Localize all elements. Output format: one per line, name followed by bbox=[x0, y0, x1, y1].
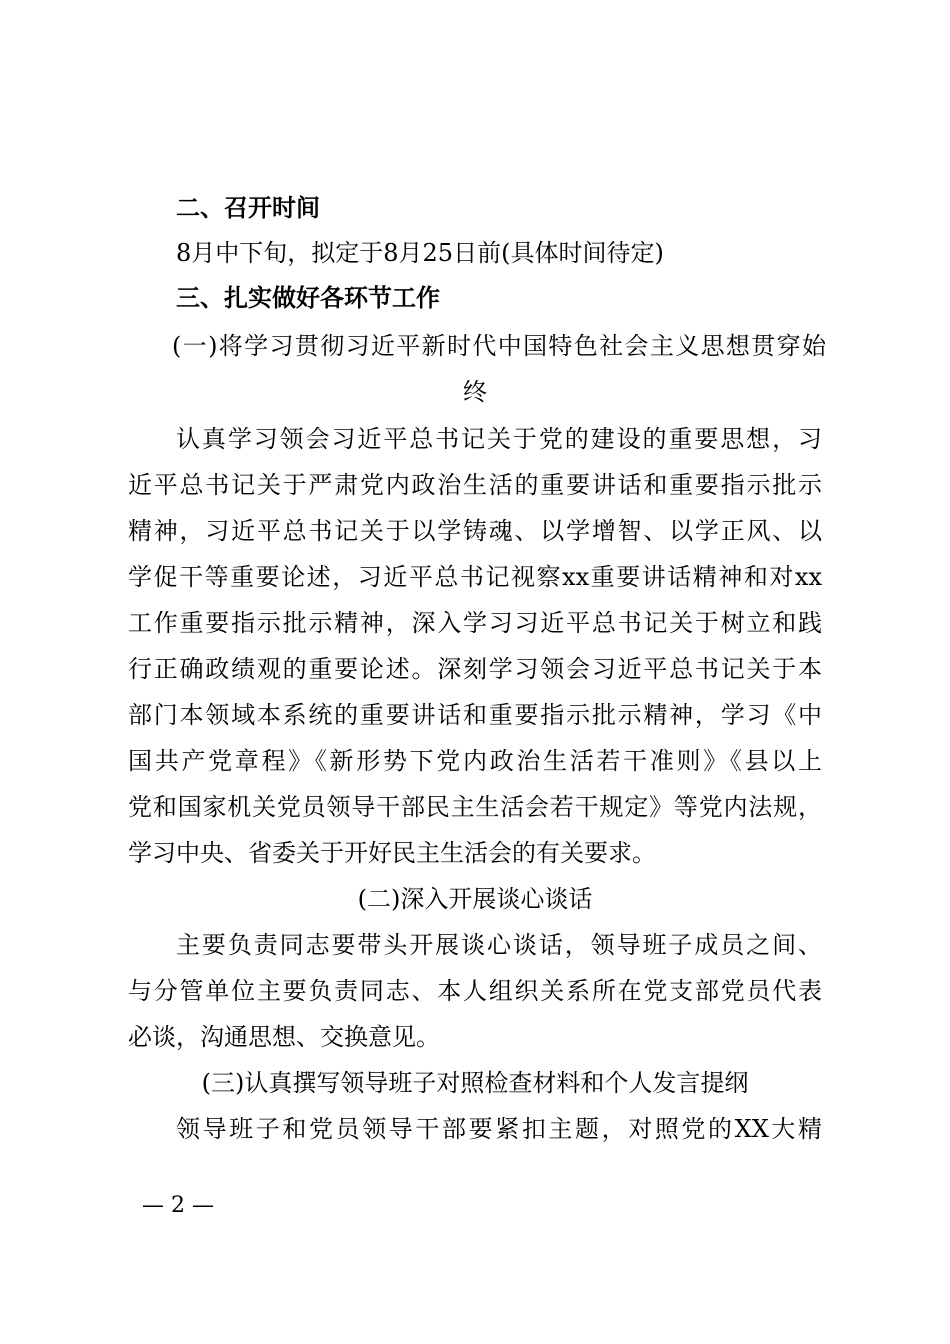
paragraph-line: 学促干等重要论述，习近平总书记视察xx重要讲话精神和对xx bbox=[128, 563, 822, 591]
section-3-heading: 三、扎实做好各环节工作 bbox=[176, 284, 440, 312]
section-2-text: 8月中下旬，拟定于8月25日前(具体时间待定) bbox=[176, 239, 664, 267]
paragraph-line: 主要负责同志要带头开展谈心谈话，领导班子成员之间、 bbox=[176, 931, 822, 959]
paragraph-line: 学习中央、省委关于开好民主生活会的有关要求。 bbox=[128, 839, 656, 867]
paragraph-line: 行正确政绩观的重要论述。深刻学习领会习近平总书记关于本 bbox=[128, 655, 822, 683]
paragraph-line: 国共产党章程》《新形势下党内政治生活若干准则》《县以上 bbox=[128, 747, 822, 775]
subsection-1-title: (一)将学习贯彻习近平新时代中国特色社会主义思想贯穿始 bbox=[172, 332, 826, 360]
paragraph-line: 党和国家机关党员领导干部民主生活会若干规定》等党内法规， bbox=[128, 793, 822, 821]
subsection-3-title: (三)认真撰写领导班子对照检查材料和个人发言提纲 bbox=[201, 1069, 749, 1097]
paragraph-line: 精神，习近平总书记关于以学铸魂、以学增智、以学正风、以 bbox=[128, 517, 822, 545]
paragraph-line: 认真学习领会习近平总书记关于党的建设的重要思想，习 bbox=[176, 425, 822, 453]
paragraph-line: 必谈，沟通思想、交换意见。 bbox=[128, 1023, 440, 1051]
subsection-2-title: (二)深入开展谈心谈话 bbox=[357, 885, 593, 913]
paragraph-line: 部门本领域本系统的重要讲话和重要指示批示精神，学习《中 bbox=[128, 701, 822, 729]
subsection-1-title-continued: 终 bbox=[463, 378, 487, 406]
section-2-heading: 二、召开时间 bbox=[176, 194, 320, 222]
paragraph-line: 领导班子和党员领导干部要紧扣主题，对照党的XX大精 bbox=[176, 1115, 822, 1143]
paragraph-line: 近平总书记关于严肃党内政治生活的重要讲话和重要指示批示 bbox=[128, 471, 822, 499]
paragraph-line: 与分管单位主要负责同志、本人组织关系所在党支部党员代表 bbox=[128, 977, 822, 1005]
page-number: — 2 — bbox=[142, 1193, 214, 1218]
paragraph-line: 工作重要指示批示精神，深入学习习近平总书记关于树立和践 bbox=[128, 609, 822, 637]
